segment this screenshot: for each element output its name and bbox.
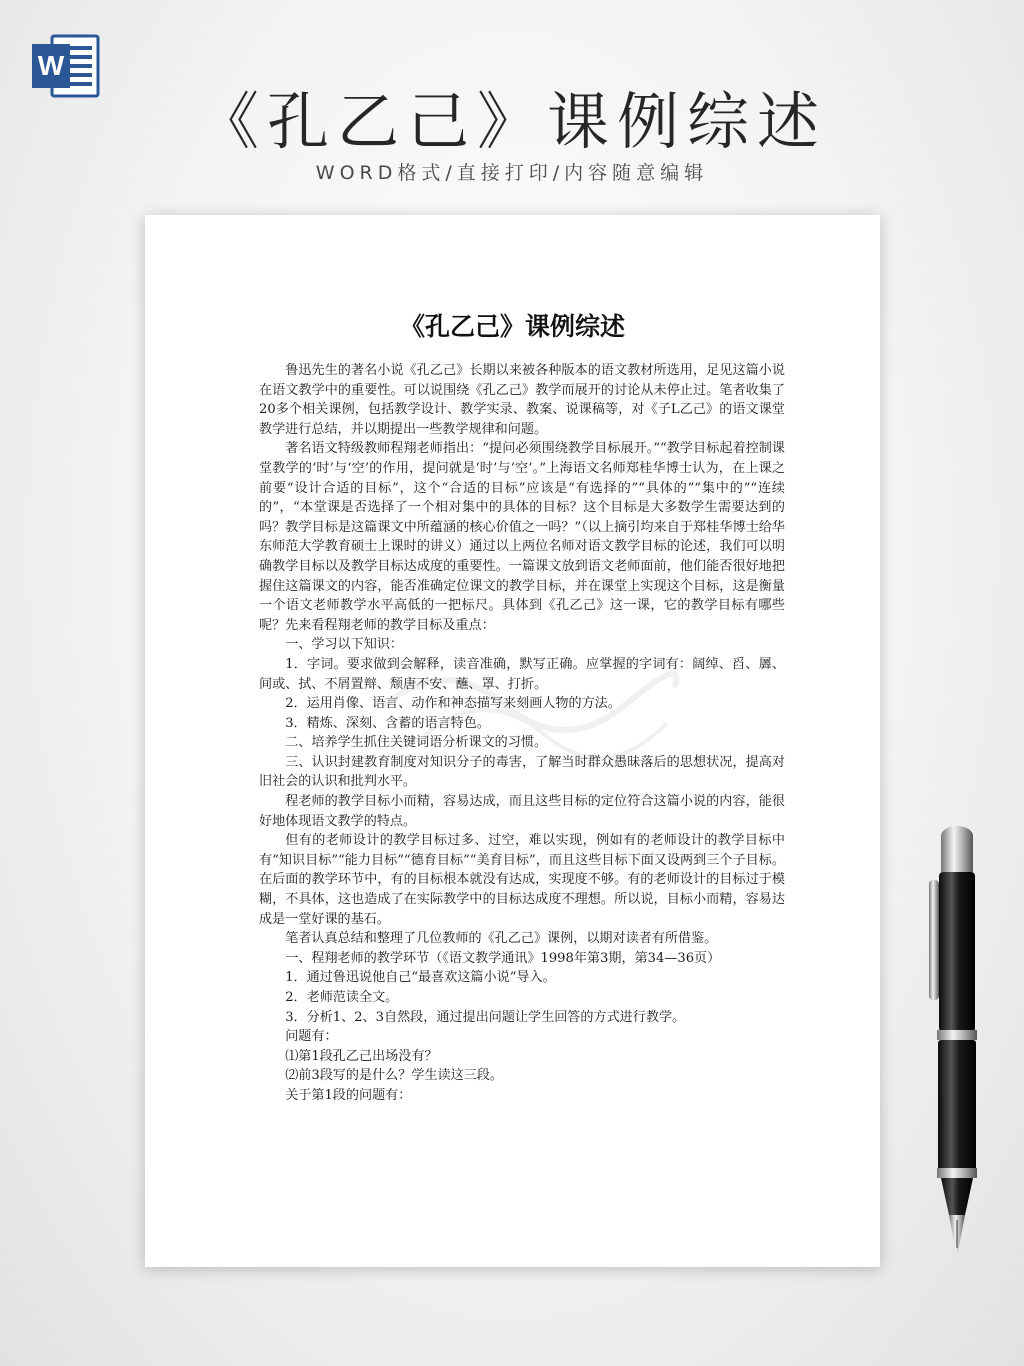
fountain-pen-icon bbox=[905, 820, 1005, 1260]
paragraph: 关于第1段的问题有： bbox=[285, 1087, 412, 1103]
paragraph: 程老师的教学目标小而精，容易达成，而且这些目标的定位符合这篇小说的内容，能很好地体现语文教学的特点。 bbox=[259, 794, 785, 829]
document-body bbox=[259, 361, 785, 1106]
svg-text:W: W bbox=[37, 50, 65, 81]
paragraph: 3．分析1、2、3自然段，通过提出问题让学生回答的方式进行教学。 bbox=[285, 1009, 686, 1025]
paragraph: 笔者认真总结和整理了几位教师的《孔乙己》课例，以期对读者有所借鉴。 bbox=[285, 931, 718, 947]
paragraph: 二、培养学生抓住关键词语分析课文的习惯。 bbox=[285, 735, 548, 751]
paragraph: 2．运用肖像、语言、动作和神态描写来刻画人物的方法。 bbox=[285, 696, 621, 712]
paragraph: 3．精炼、深刻、含蓄的语言特色。 bbox=[285, 715, 490, 731]
paragraph: 一、程翔老师的教学环节（《语文教学通讯》1998年第3期，第34—36页） bbox=[285, 950, 721, 966]
paragraph: 鲁迅先生的著名小说《孔乙己》长期以来被各种版本的语文教材所选用，足见这篇小说在语文教学中的重要性。可以说围绕《孔乙己》教学而展开的讨论从未停止过。笔者收集了20多个相关课例，包括教学设计、教学实录、教案、说课稿等，对《子L乙己》的语文课堂教学进行总结，并以期提出一些教学规律和问题。 bbox=[259, 363, 785, 437]
paragraph: 著名语文特级教师程翔老师指出：“提问必须围绕教学目标展开。”“教学目标起着控制课堂教学的‘时’与‘空’的作用，提问就是‘时’与‘空’。”上海语文名师郑桂华博士认为，在上课之前要“设计合适的目标”，这个“合适的目标”应该是“有选择的”“具体的”“集中的”“连续的”，“本堂课是否选择了一个相对集中的具体的目标？这个目标是大多数学生需要达到的吗？教学目标是这篇课文中所蕴涵的核心价值之一吗？”（以上摘引均来自于郑桂华博士给华东师范大学教育硕士上课时的讲义）通过以上两位名师对语文教学目标的论述，我们可以明确教学目标以及教学目标达成度的重要性。一篇课文放到语文老师面前，他们能否很好地把握住这篇课文的内容，能否准确定位课文的教学目标，并在课堂上实现这个目标，这是衡量一个语文老师教学水平高低的一把标尺。具体到《孔乙己》这一课，它的教学目标有哪些呢？先来看程翔老师的教学目标及重点： bbox=[259, 441, 785, 633]
document-title: 《孔乙己》课例综述 bbox=[399, 312, 625, 341]
paragraph: ⑵前3段写的是什么？学生读这三段。 bbox=[285, 1068, 504, 1084]
document-page bbox=[145, 215, 880, 1267]
page-subtitle: WORD格式/直接打印/内容随意编辑 bbox=[315, 162, 709, 184]
paragraph: ⑴第1段孔乙己出场没有？ bbox=[285, 1048, 438, 1064]
paragraph: 2．老师范读全文。 bbox=[285, 990, 399, 1005]
page-title: 《孔乙己》课例综述 bbox=[196, 85, 827, 158]
paragraph: 1．字词。要求做到会解释，读音准确，默写正确。应掌握的字词有：阔绰、舀、羼、间或、拭、不屑置辩、颓唐不安、蘸、罩、打折。 bbox=[259, 656, 785, 692]
paragraph: 三、认识封建教育制度对知识分子的毒害，了解当时群众愚昧落后的思想状况，提高对旧社会的认识和批判水平。 bbox=[259, 754, 785, 790]
paragraph: 但有的老师设计的教学目标过多、过空，难以实现，例如有的老师设计的教学目标中有“知识目标”“能力目标”“德育目标”“美育目标”，而且这些目标下面又设两到三个子目标。在后面的教学环节中，有的目标根本就没有达成，实现度不够。有的老师设计的目标过于模糊，不具体，这也造成了在实际教学中的目标达成度不理想。所以说，目标小而精，容易达成是一堂好课的基石。 bbox=[259, 833, 785, 927]
paragraph: 1．通过鲁迅说他自己“最喜欢这篇小说”导入。 bbox=[285, 970, 556, 986]
paragraph: 一、学习以下知识： bbox=[285, 637, 404, 653]
paragraph: 问题有： bbox=[285, 1029, 338, 1045]
